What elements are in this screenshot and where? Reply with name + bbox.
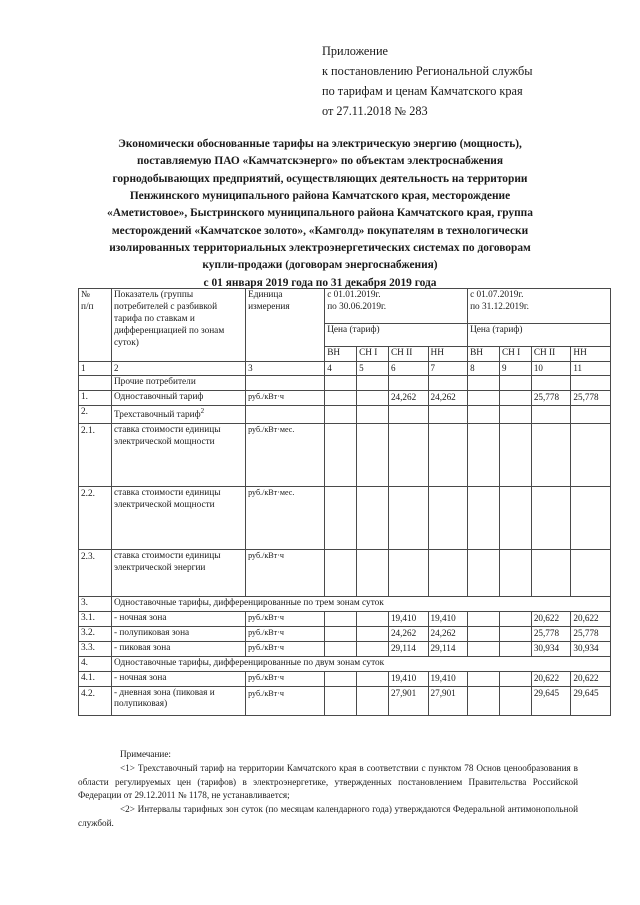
tariff-table-wrapper [78, 288, 611, 716]
row-value-sn1-2 [499, 626, 531, 641]
period-1-line1: с 01.01.2019г. [327, 290, 381, 300]
row-unit: руб./кВт·ч [246, 626, 325, 641]
row-value-sn1-1 [357, 641, 389, 656]
row-number: 4.2. [79, 686, 112, 715]
column-number-5: 5 [357, 361, 389, 376]
header-voltage-sn2-1: СН II [388, 347, 428, 362]
row-unit: руб./кВт·ч [246, 641, 325, 656]
title-line-6: месторождений «Камчатское золото», «Камголд» покупателям в технологически [111, 224, 529, 237]
title-line-9: с 01 января 2019 года по 31 декабря 2019 года [203, 276, 437, 289]
row-value-sn2-2 [531, 376, 571, 391]
row-value-vn-2 [468, 487, 500, 550]
row-value-nn-2 [571, 550, 611, 597]
row-number: 2.1. [79, 424, 112, 487]
row-value-nn-1 [428, 376, 468, 391]
row-unit [246, 376, 325, 391]
row-label: - дневная зона (пиковая и полупиковая) [111, 686, 245, 715]
row-value-vn-2 [468, 641, 500, 656]
row-value-vn-2 [468, 612, 500, 627]
column-number-8: 8 [468, 361, 500, 376]
row-value-nn-2: 29,645 [571, 686, 611, 715]
title-line-1: Экономически обоснованные тарифы на электрическую энергию (мощность), [118, 138, 522, 150]
header-voltage-sn1-2: СН I [499, 347, 531, 362]
row-value-sn1-2 [499, 686, 531, 715]
period-1-line2: по 30.06.2019г. [327, 301, 387, 312]
row-value-sn1-2 [499, 424, 531, 487]
row-number: 3.1. [79, 612, 112, 627]
row-number: 3.3. [79, 641, 112, 656]
row-value-sn2-2: 30,934 [531, 641, 571, 656]
row-value-sn1-1 [357, 612, 389, 627]
row-value-sn2-1: 29,114 [388, 641, 428, 656]
row-value-sn2-1: 19,410 [388, 671, 428, 686]
row-value-sn1-2 [499, 671, 531, 686]
row-label-text: Трехставочный тариф [113, 410, 201, 421]
row-value-sn1-2 [499, 641, 531, 656]
header-line-3: по тарифам и ценам Камчатского края [322, 83, 523, 98]
row-value-vn-1 [325, 424, 357, 487]
period-2-line2: по 31.12.2019г. [470, 301, 529, 312]
table-row [79, 686, 611, 715]
row-label: - ночная зона [111, 671, 245, 686]
row-value-nn-2 [571, 376, 611, 391]
row-value-nn-1 [428, 424, 468, 487]
row-label: Прочие потребители [111, 376, 245, 391]
column-number-9: 9 [499, 361, 531, 376]
row-value-sn2-2: 20,622 [531, 612, 571, 627]
row-number: 4.1. [79, 671, 112, 686]
row-value-nn-1: 27,901 [428, 686, 468, 715]
row-value-sn2-1 [388, 424, 428, 487]
section-title: Одноставочные тарифы, дифференцированные по двум зонам суток [111, 656, 610, 671]
table-row [79, 487, 611, 550]
row-label [111, 406, 245, 424]
row-value-sn2-1 [388, 406, 428, 424]
footnote-2: <2> Интервалы тарифных зон суток (по месяцам календарного года) утверждаются Федеральной антимонопольной службой. [78, 804, 578, 828]
row-value-nn-1 [428, 406, 468, 424]
row-value-sn2-2 [531, 424, 571, 487]
row-value-vn-2 [468, 550, 500, 597]
row-value-vn-1 [325, 612, 357, 627]
row-value-vn-1 [325, 671, 357, 686]
row-value-sn1-1 [357, 376, 389, 391]
row-value-nn-2: 20,622 [571, 612, 611, 627]
row-label: - полупиковая зона [111, 626, 245, 641]
row-number: 2. [79, 406, 112, 424]
row-value-sn1-2 [499, 612, 531, 627]
row-value-nn-1 [428, 550, 468, 597]
header-cell-price-1: Цена (тариф) [325, 324, 468, 347]
table-section-row [79, 597, 611, 612]
column-number-6: 6 [388, 361, 428, 376]
table-row [79, 391, 611, 406]
row-value-vn-2 [468, 391, 500, 406]
row-label: - пиковая зона [111, 641, 245, 656]
row-value-vn-2 [468, 626, 500, 641]
row-unit: руб./кВт·ч [246, 550, 325, 597]
row-value-sn1-2 [499, 487, 531, 550]
row-value-sn2-1 [388, 376, 428, 391]
header-line-1: Приложение [322, 44, 388, 58]
header-unit-line2: измерения [248, 301, 290, 312]
table-row [79, 626, 611, 641]
row-value-vn-2 [468, 671, 500, 686]
row-value-nn-2: 25,778 [571, 391, 611, 406]
footnotes-block [78, 748, 578, 831]
row-value-sn1-1 [357, 550, 389, 597]
table-header-row-1 [79, 289, 611, 324]
header-cell-number [79, 289, 112, 362]
document-header-block [322, 42, 612, 122]
tariff-table [78, 288, 611, 716]
row-number: 2.3. [79, 550, 112, 597]
row-value-vn-1 [325, 391, 357, 406]
tariff-table-body [79, 376, 611, 715]
table-section-row [79, 656, 611, 671]
row-value-vn-1 [325, 550, 357, 597]
header-cell-period-1 [325, 289, 468, 324]
row-value-nn-2 [571, 406, 611, 424]
row-value-sn2-2 [531, 487, 571, 550]
table-row [79, 550, 611, 597]
row-value-vn-2 [468, 406, 500, 424]
row-value-nn-2 [571, 487, 611, 550]
row-value-nn-2 [571, 424, 611, 487]
row-unit: руб./кВт·ч [246, 612, 325, 627]
title-line-2: поставляемую ПАО «Камчатскэнерго» по объектам электроснабжения [136, 155, 504, 168]
row-value-sn1-1 [357, 626, 389, 641]
row-value-vn-2 [468, 424, 500, 487]
row-value-nn-1: 24,262 [428, 391, 468, 406]
header-voltage-nn-2: НН [571, 347, 611, 362]
row-value-vn-1 [325, 641, 357, 656]
row-value-sn2-2: 25,778 [531, 391, 571, 406]
row-value-vn-1 [325, 487, 357, 550]
table-column-number-row [79, 361, 611, 376]
row-unit: руб./кВт·мес. [246, 424, 325, 487]
row-value-vn-2 [468, 686, 500, 715]
row-value-sn1-2 [499, 406, 531, 424]
row-value-sn1-1 [357, 391, 389, 406]
header-cell-unit [246, 289, 325, 362]
row-value-nn-1: 24,262 [428, 626, 468, 641]
header-line-4: от 27.11.2018 № 283 [322, 103, 428, 118]
header-unit-line1: Единица [248, 290, 283, 300]
row-value-sn2-1: 24,262 [388, 391, 428, 406]
title-line-5: «Аметистовое», Быстринского муниципального района Камчатского края, группа [107, 207, 533, 220]
row-unit: руб./кВт·ч [246, 671, 325, 686]
table-row [79, 612, 611, 627]
period-2-line1: с 01.07.2019г. [470, 290, 524, 300]
table-row [79, 376, 611, 391]
row-value-nn-2: 20,622 [571, 671, 611, 686]
row-value-sn2-2: 25,778 [531, 626, 571, 641]
table-row [79, 424, 611, 487]
header-number-line1: № [81, 290, 90, 300]
column-number-3: 3 [246, 361, 325, 376]
row-value-sn1-2 [499, 376, 531, 391]
row-value-sn1-1 [357, 686, 389, 715]
document-title [62, 136, 578, 292]
header-voltage-nn-1: НН [428, 347, 468, 362]
row-value-nn-1: 29,114 [428, 641, 468, 656]
header-voltage-vn-2: ВН [468, 347, 500, 362]
row-label: - ночная зона [111, 612, 245, 627]
table-row [79, 671, 611, 686]
row-value-nn-1: 19,410 [428, 671, 468, 686]
row-label: ставка стоимости единицы электрической энергии [111, 550, 245, 597]
row-number: 1. [79, 391, 112, 406]
header-voltage-sn1-1: СН I [357, 347, 389, 362]
row-label-footnote-marker: 2 [200, 407, 205, 416]
row-unit: руб./кВт·мес. [246, 487, 325, 550]
row-value-sn2-1: 24,262 [388, 626, 428, 641]
row-value-sn2-2: 20,622 [531, 671, 571, 686]
row-value-sn2-2 [531, 550, 571, 597]
row-value-vn-1 [325, 406, 357, 424]
row-label: ставка стоимости единицы электрической мощности [111, 424, 245, 487]
header-cell-indicator: Показатель (группы потребителей с разбивкой тарифа по ставкам и дифференциацией по зонам суток) [111, 289, 245, 362]
row-value-nn-1: 19,410 [428, 612, 468, 627]
row-value-nn-2: 25,778 [571, 626, 611, 641]
header-cell-price-2: Цена (тариф) [468, 324, 611, 347]
row-label: Одноставочный тариф [111, 391, 245, 406]
column-number-11: 11 [571, 361, 611, 376]
row-value-vn-1 [325, 686, 357, 715]
row-value-sn2-1 [388, 487, 428, 550]
column-number-7: 7 [428, 361, 468, 376]
title-line-4: Пенжинского муниципального района Камчатского края, месторождение [129, 189, 511, 202]
row-value-sn2-1: 27,901 [388, 686, 428, 715]
row-unit [246, 406, 325, 424]
row-value-sn2-1 [388, 550, 428, 597]
column-number-10: 10 [531, 361, 571, 376]
row-value-sn2-1: 19,410 [388, 612, 428, 627]
row-value-sn1-1 [357, 671, 389, 686]
column-number-1: 1 [79, 361, 112, 376]
row-value-vn-1 [325, 376, 357, 391]
header-voltage-vn-1: ВН [325, 347, 357, 362]
title-line-8: купли-продажи (договорам энергоснабжения) [202, 259, 438, 272]
row-value-sn1-2 [499, 550, 531, 597]
title-line-3: горнодобывающих предприятий, осуществляющих деятельность на территории [112, 172, 528, 185]
row-value-vn-1 [325, 626, 357, 641]
column-number-2: 2 [111, 361, 245, 376]
footnote-1: <1> Трехставочный тариф на территории Камчатского края в соответствии с пунктом 78 Основ ценообразования в области регулируемых цен (тарифов) в электроэнергетике, утвержденных постановлением Правительства Российской Федерации от 29.12.2011 № 1178, не устанавливается; [78, 762, 578, 801]
row-value-nn-1 [428, 487, 468, 550]
footnotes-heading: Примечание: [120, 749, 171, 759]
row-label: ставка стоимости единицы электрической мощности [111, 487, 245, 550]
row-value-vn-2 [468, 376, 500, 391]
row-value-sn1-2 [499, 391, 531, 406]
header-voltage-sn2-2: СН II [531, 347, 571, 362]
row-number: 4. [79, 656, 112, 671]
table-row [79, 641, 611, 656]
row-number [79, 376, 112, 391]
header-number-line2: п/п [81, 301, 94, 312]
header-cell-period-2 [468, 289, 611, 324]
column-number-4: 4 [325, 361, 357, 376]
row-number: 2.2. [79, 487, 112, 550]
row-value-nn-2: 30,934 [571, 641, 611, 656]
row-value-sn1-1 [357, 487, 389, 550]
title-line-7: изолированных территориальных электроэнергетических системах по договорам [109, 241, 531, 254]
row-value-sn2-2: 29,645 [531, 686, 571, 715]
table-row [79, 406, 611, 424]
row-number: 3.2. [79, 626, 112, 641]
row-unit: руб./кВт·ч [246, 391, 325, 406]
row-value-sn2-2 [531, 406, 571, 424]
row-value-sn1-1 [357, 406, 389, 424]
header-line-2: к постановлению Региональной службы [322, 63, 533, 78]
row-value-sn1-1 [357, 424, 389, 487]
row-number: 3. [79, 597, 112, 612]
section-title: Одноставочные тарифы, дифференцированные по трем зонам суток [111, 597, 610, 612]
row-unit: руб./кВт·ч [246, 686, 325, 715]
